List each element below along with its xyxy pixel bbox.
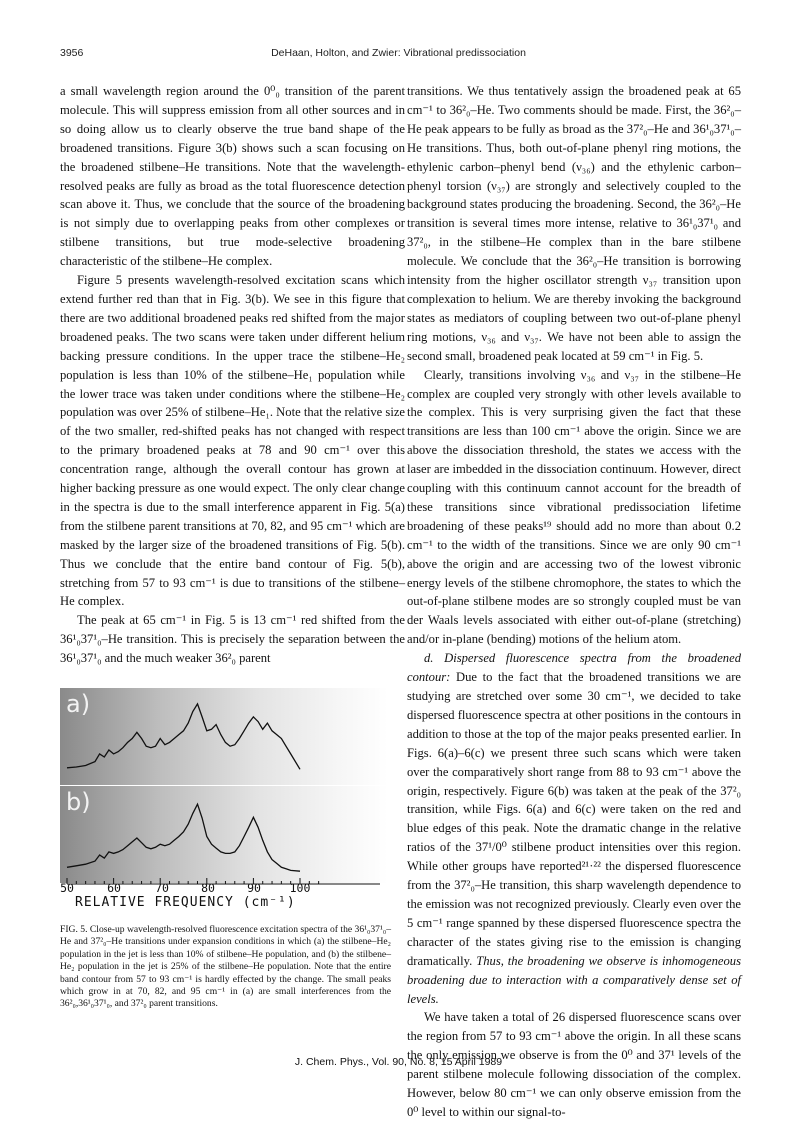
subsection-text: Due to the fact that the broadened transitions we are studying are stretched over some 30 cm⁻¹, we decided to take dispersed fluorescence spectra at other positions in the contours in addition to those at the top of the major peaks presented earlier. In Figs. 6(a)–6(c) we present three such scans which were taken over the comparatively short range from 88 to 93 cm⁻¹ above the origin, respectively. Figure 6(b) was taken at the peak of the 37²₀ transition, while Figs. 6(a) and 6(c) were taken on the red and blue edges of this peak. Note the dramatic change in the relative ratios of the 37¹/0⁰ stilbene product intensities over this region. While other groups have reported²¹·²² the dispersed fluorescence from the 37²₀–He transition, this sharp wavelength dependence to the emission was not recognized previously. Clearly even over the 5 cm⁻¹ range spanned by these dispersed fluorescence spectra the character of the states giving rise to the emission is changing dramatically.: [407, 670, 741, 968]
page-footer: J. Chem. Phys., Vol. 90, No. 8, 15 April 1989: [294, 1056, 503, 1068]
x-axis-label: RELATIVE FREQUENCY (cm⁻¹): [75, 895, 296, 910]
paragraph: transitions. We thus tentatively assign the broadened peak at 65 cm⁻¹ to 36²₀–He. Two comments should be made. First, the 36²₀–He peak appears to be fully as broad as the 37²₀–He and 36¹₀37¹₀–He transitions. Thus, both out-of-plane phenyl ring motions, the ethylenic carbon–phenyl bend (ν₃₆) and the ethylenic carbon–phenyl torsion (ν₃₇) are strongly and selectively coupled to the background states producing the broadening. Second, the 36²₀–He transition is several times more intense, relative to 36¹₀37¹₀ and 37²₀, in the stilbene–He complex than in the bare stilbene molecule. We conclude that the 36²₀–He transition is borrowing intensity from the higher oscillator strength ν₃₇ transition upon complexation to helium. We are thereby invoking the background states as mediators of coupling between two out-of-plane phenyl ring motions, ν₃₆ and ν₃₇. We have not been able to assign the second small, broadened peak located at 59 cm⁻¹ in Fig. 5.: [407, 84, 741, 363]
paragraph: [407, 649, 741, 1008]
emphasized-text: Thus, the broadening we observe is inhomogeneous broadening due to interaction with a comparatively dense set of levels.: [407, 953, 741, 1006]
paragraph: Figure 5 presents wavelength-resolved excitation scans which extend further red than that in Fig. 3(b). We see in this figure that there are two additional broadened peaks red shifted from the major broadened peaks. The two scans were taken under different helium backing pressure conditions. In the upper trace the stilbene–He₂ population is less than 10% of the stilbene–He₁ population while the lower trace was taken under conditions where the stilbene–He₂ population was over 25% of stilbene–He₁. Note that the relative size of the two smaller, red-shifted peaks has not changed with respect to the primary broadened peaks at 78 and 90 cm⁻¹ over this concentration range, although the overall contour has grown at higher backing pressure as one would expect. The only clear change in the spectra is due to the small interference apparent in Fig. 5(a) from the stilbene parent transitions at 70, 82, and 95 cm⁻¹ which are masked by the larger size of the broadened transitions of Fig. 5(b). Thus we conclude that the entire band contour of Fig. 5(b), stretching from 57 to 93 cm⁻¹ is due to transitions of the stilbene–He complex.: [60, 273, 405, 609]
x-tick-label: 90: [247, 881, 261, 895]
panel-label-a: a): [66, 690, 91, 718]
figure-caption: FIG. 5. Close-up wavelength-resolved fluorescence excitation spectra of the 36¹₀37¹₀–He and 37²₀–He transitions under expansion conditions in which (a) the stilbene–He₂ population in the jet is less than 10% of stilbene–He population, and (b) the stilbene–He₂ population in the jet is 25% of the stilbene–He population. Note that the entire band contour from 57 to 93 cm⁻¹ is hardly effected by the change. The small peaks which grow in at 70, 82, and 95 cm⁻¹ in (a) are small interferences from the 36²₀,36¹₀37¹₀, and 37²₀ parent transitions.: [60, 924, 391, 1010]
left-column: [60, 82, 405, 668]
paragraph: a small wavelength region around the 0⁰₀ transition of the parent molecule. This will suppress emission from all other sources and in so doing allow us to clearly observe the true band shape of the broadened transitions. Figure 3(b) shows such a scan focusing on the broadened stilbene–He transitions. Note that the wavelength-resolved peaks are fully as broad as the total fluorescence detection scan above it. Thus, we conclude that the source of the broadening is not simply due to overlapping peaks from other complexes or stilbene transitions, but true mode-selective broadening characteristic of the stilbene–He complex.: [60, 84, 405, 269]
x-tick-label: 50: [60, 881, 74, 895]
x-tick-label: 70: [155, 881, 169, 895]
running-title: DeHaan, Holton, and Zwier: Vibrational predissociation: [271, 47, 526, 59]
paragraph: We have taken a total of 26 dispersed fluorescence scans over the region from 57 to 93 cm⁻¹ above the origin. In all these scans the only emission we observe is from the 0⁰ and 37¹ levels of the parent stilbene molecule following dissociation of the complex. However, below 80 cm⁻¹ we can only observe emission from the 0⁰ level to within our signal-to-: [407, 1010, 741, 1119]
right-column: [407, 82, 741, 1122]
spectrum-plot: [60, 688, 388, 893]
subsection-heading: d. Dispersed fluorescence spectra from the broadened contour:: [407, 651, 741, 685]
x-tick-label: 80: [201, 881, 215, 895]
spectrum-trace: [67, 804, 300, 871]
x-tick-label: 100: [289, 881, 311, 895]
paragraph: The peak at 65 cm⁻¹ in Fig. 5 is 13 cm⁻¹ red shifted from the 36¹₀37¹₀–He transition. This is precisely the separation between the 36¹₀37¹₀ and the much weaker 36²₀ parent: [60, 613, 405, 666]
paragraph: Clearly, transitions involving ν₃₆ and ν₃₇ in the stilbene–He complex are coupled very strongly with other levels available to the complex. This is very surprising given the fact that these transitions are less than 100 cm⁻¹ above the origin. Since we are above the dissociation threshold, the states we access with the laser are imbedded in the dissociation continuum. However, direct coupling with this continuum cannot account for the breadth of these transitions since vibrational predissociation lifetime broadening of these peaks¹⁹ should add no more than about 0.2 cm⁻¹ to the width of the transitions. Since we are only 90 cm⁻¹ above the origin and are accessing two of the lowest vibronic energy levels of the stilbene chromophore, the states to which the out-of-plane stilbene modes are so strongly coupled must be van der Waals levels associated with either out-of-plane (stretching) and/or in-plane (bending) motions of the helium atom.: [407, 367, 741, 647]
x-tick-label: 60: [107, 881, 121, 895]
spectrum-trace: [67, 704, 300, 769]
page-number: 3956: [60, 47, 84, 59]
panel-label-b: b): [66, 788, 91, 816]
figure-5: [60, 688, 388, 893]
